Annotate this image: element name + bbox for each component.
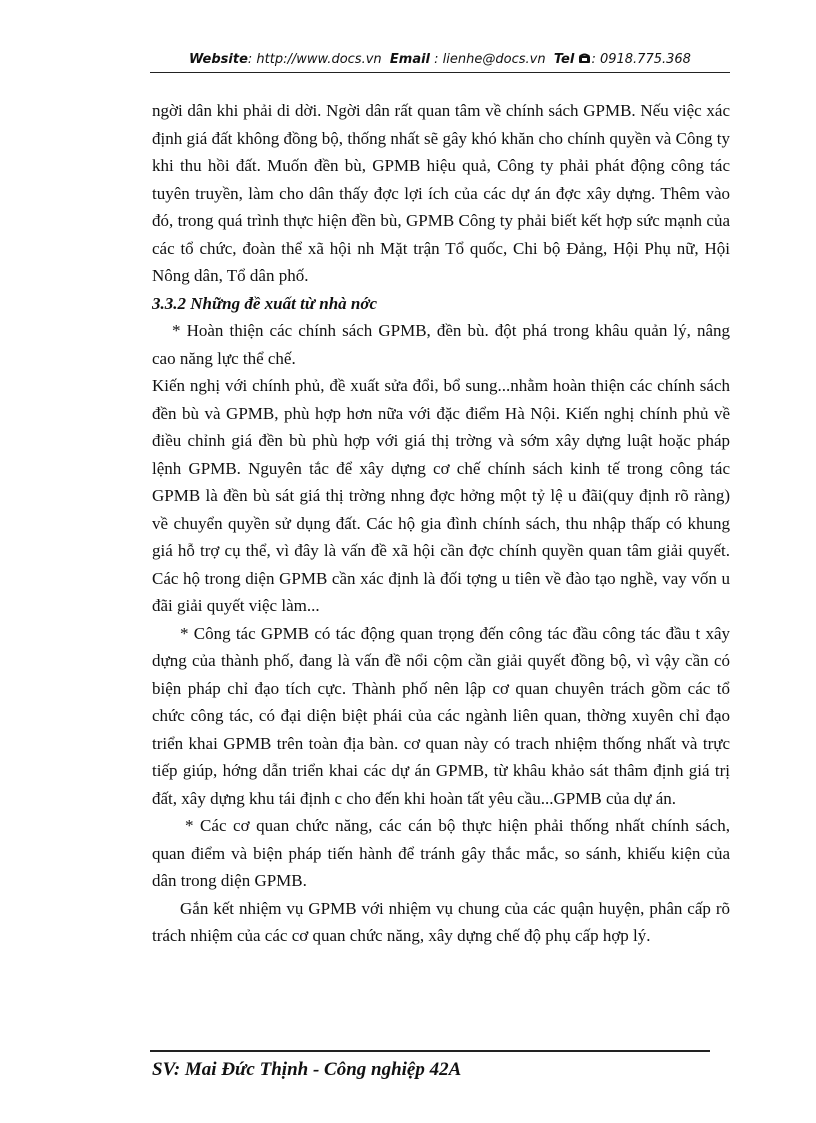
paragraph-1: ngời dân khi phải di dời. Ngời dân rất quan tâm về chính sách GPMB. Nếu việc xác định giá đất không đồng bộ, thống nhất sẽ gây khó khăn cho chính quyền và Công ty khi thu hồi đất. Muốn đền bù, GPMB hiệu quả, Công ty phải phát động công tác tuyên truyền, làm cho dân thấy đợc lợi ích của các dự án đợc xây dựng. Thêm vào đó, trong quá trình thực hiện đền bù, GPMB Công ty phải biết kết hợp sức mạnh của các tổ chức, đoàn thể xã hội nh Mặt trận Tổ quốc, Chi bộ Đảng, Hội Phụ nữ, Hội Nông dân, Tổ dân phố. (152, 101, 730, 285)
paragraph-5: * Các cơ quan chức năng, các cán bộ thực hiện phải thống nhất chính sách, quan điểm và biện pháp tiến hành để tránh gây thắc mắc, so sánh, khiếu kiện của dân trong diện GPMB. (152, 816, 730, 890)
paragraph-6: Gắn kết nhiệm vụ GPMB với nhiệm vụ chung của các quận huyện, phân cấp rõ trách nhiệm của các cơ quan chức năng, xây dựng chế độ phụ cấp hợp lý. (152, 898, 730, 945)
website-value: : http://www.docs.vn (247, 52, 382, 67)
paragraph-3: Kiến nghị với chính phủ, đề xuất sửa đổi, bổ sung...nhằm hoàn thiện các chính sách đền bù và GPMB, phù hợp hơn nữa với đặc điểm Hà Nội. Kiến nghị chính phủ về điều chỉnh giá đền bù phù hợp với giá thị trờng và sớm xây dựng luật hoặc pháp lệnh GPMB. Nguyên tắc để xây dựng cơ chế chính sách kinh tế trong công tác GPMB là đền bù sát giá thị trờng nhng đợc hởng một tỷ lệ u đãi(quy định rõ ràng) về chuyển quyền sử dụng đất. Các hộ gia đình chính sách, thu nhập thấp có khung giá hỗ trợ cụ thể, vì đây là vấn đề xã hội cần đợc chính quyền quan tâm giải quyết. Các hộ trong diện GPMB cần xác định là đối tợng u tiên về đào tạo nghề, vay vốn u đãi giải quyết việc làm... (152, 376, 730, 615)
paragraph-4: * Công tác GPMB có tác động quan trọng đến công tác đầu công tác đầu t xây dựng của thành phố, đang là vấn đề nổi cộm cần giải quyết đồng bộ, vì vậy cần có biện pháp chỉ đạo tích cực. Thành phố nên lập cơ quan chuyên trách gồm các tổ chức công tác, có đại diện biệt phái của các ngành liên quan, thờng xuyên chỉ đạo triển khai GPMB trên toàn địa bàn. cơ quan này có trach nhiệm thống nhất và trực tiếp giúp, hớng dẫn triển khai các dự án GPMB, từ khâu khảo sát thâm định giá trị đất, xây dựng khu tái định c cho đến khi hoàn tất yêu cầu...GPMB của dự án. (152, 623, 730, 808)
footer-divider (150, 1050, 710, 1052)
footer-text: SV: Mai Đức Thịnh - Công nghiệp 42A (152, 1059, 462, 1080)
tel-value: : 0918.775.368 (591, 52, 691, 67)
page-footer (152, 1058, 572, 1088)
email-label: Email (389, 52, 431, 67)
telephone-icon (578, 52, 591, 67)
paragraph-2: * Hoàn thiện các chính sách GPMB, đền bù. đột phá trong khâu quản lý, nâng cao năng lực thể chế. (152, 321, 730, 368)
website-label: Website (189, 52, 248, 67)
section-heading: 3.3.2 Những đề xuất từ nhà nớc (152, 293, 378, 313)
page-header (150, 50, 730, 74)
email-value: : lienhe@docs.vn (434, 52, 546, 67)
header-divider (150, 72, 730, 73)
document-body (152, 97, 730, 950)
tel-label: Tel (553, 52, 575, 67)
